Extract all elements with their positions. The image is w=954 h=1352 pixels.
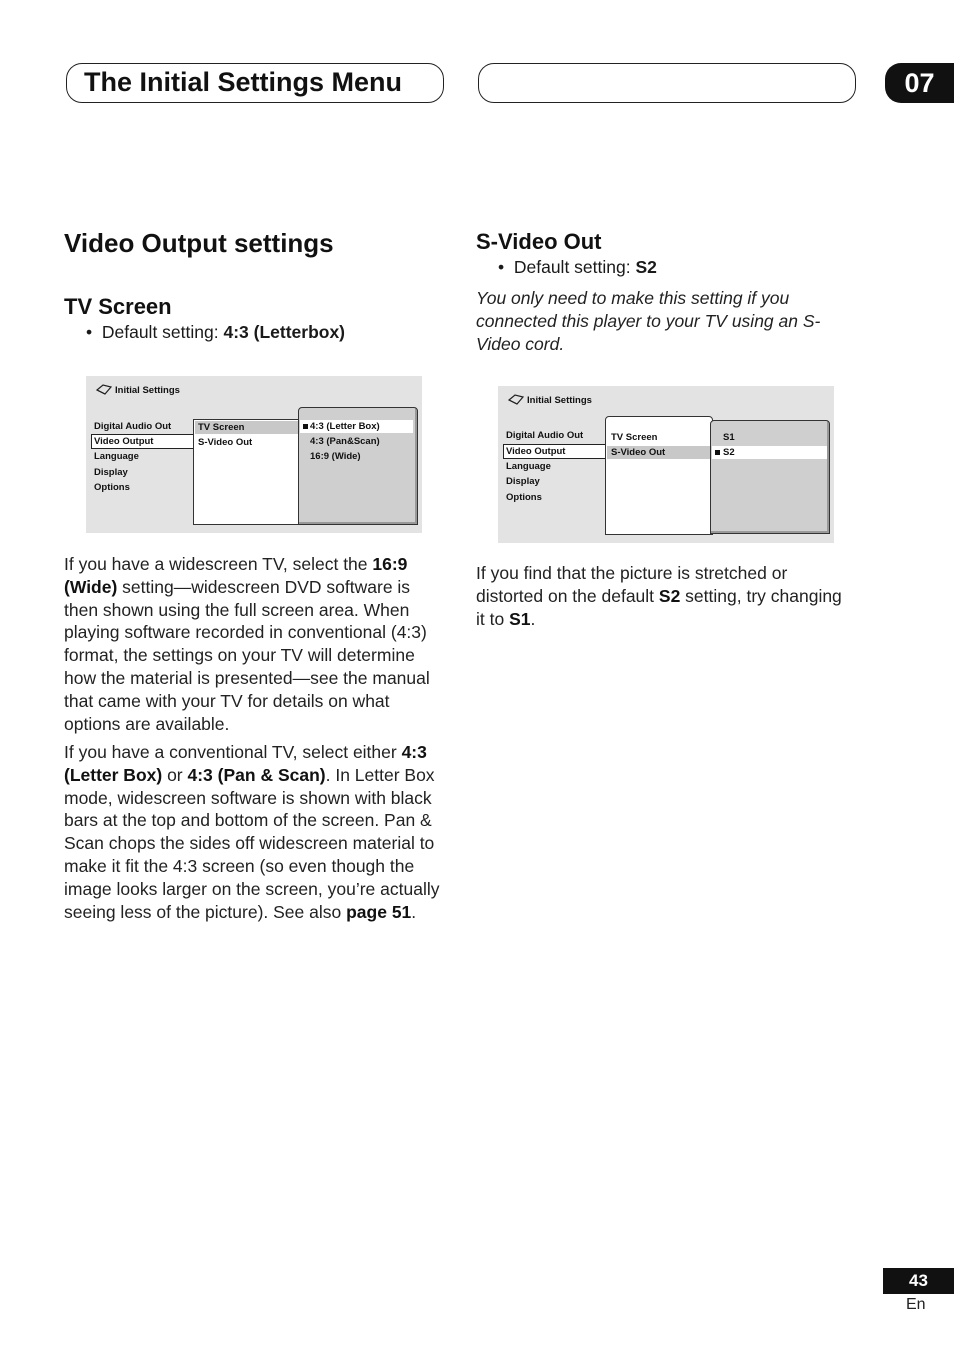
osd-menu-item: Options <box>94 482 130 493</box>
osd-option-item: 4:3 (Pan&Scan) <box>310 436 380 447</box>
tv-screen-heading: TV Screen <box>64 294 172 319</box>
tv-screen-osd-screenshot <box>86 376 422 533</box>
tv-screen-paragraph-1 <box>64 553 446 735</box>
osd-menu-item: Language <box>94 451 139 462</box>
text-run: . In Letter Box mode, widescreen software is shown with black bars at the top and bottom of the screen. Pan & Scan chops the sides off widescreen material to make it fit the 4:3 screen (so even though the image looks larger on the screen, you’re actually seeing less of the picture). See also <box>64 764 440 922</box>
italic-note: You only need to make this setting if you connected this player to your TV using an S-Video cord. <box>476 288 821 354</box>
osd-menu-item: Language <box>506 461 551 472</box>
text-run: . <box>411 901 417 922</box>
text-run: If you find that the picture is stretched or distorted on the default <box>476 563 788 606</box>
svideo-default: • Default setting: S2 <box>498 257 657 277</box>
text-run: If you have a conventional TV, select either <box>64 742 402 762</box>
osd-menu-item: Digital Audio Out <box>94 421 172 432</box>
text-run: or <box>162 764 188 785</box>
osd-title: Initial Settings <box>115 385 180 396</box>
osd-current-marker <box>715 450 720 455</box>
osd-submenu-item: S-Video Out <box>611 447 666 458</box>
osd-option-item: 16:9 (Wide) <box>310 451 361 462</box>
osd-menu-item: Options <box>506 492 542 503</box>
section-title: Video Output settings <box>64 228 334 258</box>
osd-menu-item: Video Output <box>94 436 154 447</box>
page-language: En <box>906 1296 926 1313</box>
default-label: Default setting: <box>513 257 636 277</box>
page-number: 43 <box>883 1268 954 1294</box>
osd-title: Initial Settings <box>527 395 592 406</box>
osd-option-item: 4:3 (Letter Box) <box>310 421 380 432</box>
tv-screen-paragraph-2 <box>64 741 446 923</box>
text-run-bold: 4:3 (Letter Box) <box>64 742 427 785</box>
text-run: . <box>530 608 536 629</box>
text-run-bold: S2 <box>658 585 681 606</box>
text-run: If you have a widescreen TV, select the <box>64 554 373 574</box>
svideo-heading: S-Video Out <box>476 229 602 254</box>
osd-option-item: S2 <box>723 447 735 458</box>
osd-menu-item: Video Output <box>506 446 566 457</box>
header-blank-frame <box>478 63 856 103</box>
disc-settings-icon <box>507 394 525 406</box>
svideo-paragraph <box>476 562 848 630</box>
default-value: S2 <box>635 257 657 277</box>
chapter-tab: 07 <box>885 63 954 103</box>
osd-submenu-item: TV Screen <box>198 422 245 433</box>
osd-submenu-item: TV Screen <box>611 432 658 443</box>
text-run: setting—widescreen DVD software is then shown using the full screen area. When playing software recorded in conventional (4:3) format, the settings on your TV will determine how the material is presented—see the manual that came with your TV for details on what options are available. <box>64 576 430 734</box>
default-value: 4:3 (Letterbox) <box>223 322 346 342</box>
osd-menu-item: Display <box>94 467 128 478</box>
osd-option-item: S1 <box>723 432 735 443</box>
text-run: setting, try changing it to <box>476 585 842 629</box>
osd-submenu-panel <box>193 419 301 525</box>
osd-submenu-item: S-Video Out <box>198 437 253 448</box>
text-run-bold: 4:3 (Pan & Scan) <box>187 764 326 785</box>
svideo-note <box>476 287 846 355</box>
osd-menu-item: Digital Audio Out <box>506 430 584 441</box>
text-run-bold: 16:9 (Wide) <box>64 554 408 597</box>
osd-menu-item: Display <box>506 476 540 487</box>
disc-settings-icon <box>95 384 113 396</box>
osd-current-marker <box>303 424 308 429</box>
header-title: The Initial Settings Menu <box>84 67 403 97</box>
page-reference: page 51 <box>346 901 412 922</box>
default-label: Default setting: <box>101 322 224 342</box>
tv-screen-default: • Default setting: 4:3 (Letterbox) <box>86 322 346 342</box>
text-run-bold: S1 <box>509 608 531 629</box>
svideo-osd-screenshot <box>498 386 834 543</box>
